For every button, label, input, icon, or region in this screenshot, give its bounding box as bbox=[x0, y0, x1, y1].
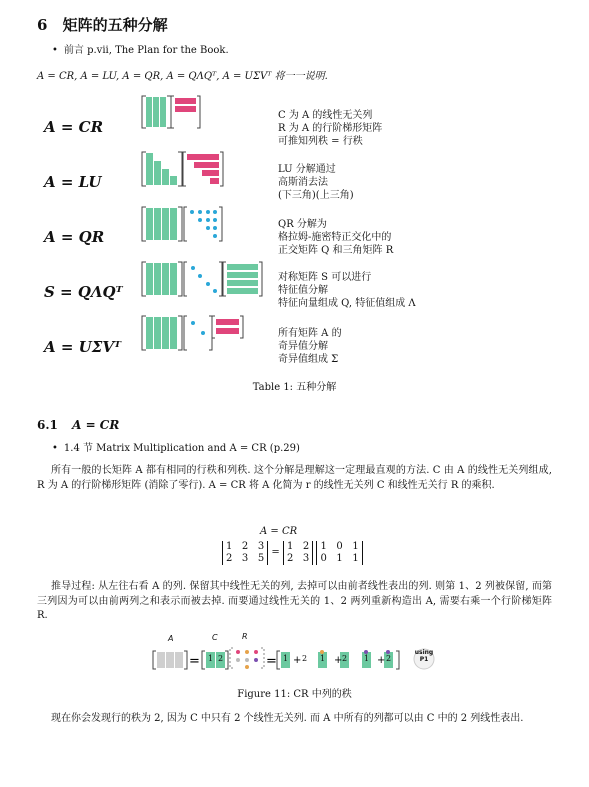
subsection-title: A = CR bbox=[72, 418, 120, 432]
figure-label-a: A bbox=[168, 634, 174, 643]
figure-11-diagram bbox=[153, 648, 434, 669]
intro-line: A = CR, A = LU, A = QR, A = QΛQᵀ, A = UΣVᵀ 将一一说明. bbox=[37, 71, 328, 82]
table-notes-lu: LU 分解通过 高斯消去法 (下三角)(上三角) bbox=[278, 164, 354, 201]
diagram-cr bbox=[142, 96, 200, 128]
figure-label-r: R bbox=[242, 632, 248, 641]
figure-badge: using P1 bbox=[414, 649, 434, 663]
table-notes-qr: QR 分解为 格拉姆-施密特正交化中的 正交矩阵 Q 和三角矩阵 R bbox=[278, 219, 394, 256]
table-notes-qlq: 对称矩阵 S 可以进行 特征值分解 特征向量组成 Q, 特征值组成 Λ bbox=[278, 272, 416, 309]
diagram-qlq bbox=[142, 262, 262, 296]
svg-text:+: + bbox=[377, 655, 386, 666]
paragraph-1: 所有一般的长矩阵 A 都有相同的行秩和列秩. 这个分解是理解这一定理最直观的方法. C 由 A 的线性无关列组成, R 为 A 的行阶梯形矩阵 (消除了零行). A = CR 将 A 化简为 r 的线性无关列 C 和线性无关行 R 的乘积. bbox=[37, 465, 552, 491]
table-caption: Table 1: 五种分解 bbox=[252, 382, 337, 393]
table-notes-cr: C 为 A 的线性无关列 R 为 A 的行阶梯形矩阵 可推知列秩 = 行秩 bbox=[278, 110, 383, 147]
svg-text:+: + bbox=[293, 655, 302, 666]
figure-cell-8: 2 bbox=[386, 654, 392, 663]
figure-cell-1: 1 bbox=[208, 654, 214, 663]
table-eq-lu: A = LU bbox=[44, 173, 102, 191]
sub-bullet: • 1.4 节 Matrix Multiplication and A = CR (p.29) bbox=[52, 442, 300, 456]
table-eq-usv: A = UΣVᵀ bbox=[44, 338, 122, 356]
figure-cell-2: 2 bbox=[218, 654, 224, 663]
subsection-number: 6.1 bbox=[37, 418, 58, 432]
svg-text:=: = bbox=[189, 654, 200, 669]
section-title: 矩阵的五种分解 bbox=[62, 16, 168, 34]
display-eq-label: A = CR bbox=[260, 526, 298, 537]
subsection-heading bbox=[37, 418, 119, 432]
diagram-lu bbox=[142, 152, 223, 186]
paragraph-2: 推导过程: 从左往右看 A 的列. 保留其中线性无关的列, 去掉可以由前者线性表出的列. 则第 1、2 列被保留, 而第三列因为可以由前两列之和表示而被去掉. 而要通过线性无关的 1、2 两列重新构造出 A, 需要右乘一个行阶梯矩阵 R. bbox=[37, 581, 552, 621]
figure-cell-3: 1 bbox=[283, 654, 289, 663]
table-eq-cr: A = CR bbox=[44, 118, 104, 136]
figure-cell-6: 2 bbox=[342, 654, 348, 663]
figure-caption: Figure 11: CR 中列的秩 bbox=[237, 689, 352, 700]
paragraph-3: 现在你会发现行的秩为 2, 因为 C 中只有 2 个线性无关列. 而 A 中所有的列都可以由 C 中的 2 列线性表出. bbox=[51, 713, 524, 724]
diagram-qr bbox=[142, 207, 222, 241]
svg-text:+: + bbox=[334, 655, 343, 666]
display-eq-matrices: 1 2 3 2 3 5 = 1 2 2 3 1 0 1 0 1 1 bbox=[222, 541, 363, 565]
table-eq-qr: A = QR bbox=[44, 228, 105, 246]
svg-text:=: = bbox=[266, 654, 277, 669]
figure-cell-5: 1 bbox=[320, 654, 326, 663]
diagram-usv bbox=[142, 316, 243, 350]
figure-cell-4: 2 bbox=[302, 654, 308, 663]
table-eq-qlq: S = QΛQᵀ bbox=[44, 283, 123, 301]
table-notes-usv: 所有矩阵 A 的 奇异值分解 奇异值组成 Σ bbox=[278, 328, 342, 365]
section-number: 6 bbox=[37, 16, 48, 34]
preface-bullet: • 前言 p.vii, The Plan for the Book. bbox=[52, 44, 229, 58]
figure-label-c: C bbox=[212, 633, 218, 642]
figure-cell-7: 1 bbox=[364, 654, 370, 663]
